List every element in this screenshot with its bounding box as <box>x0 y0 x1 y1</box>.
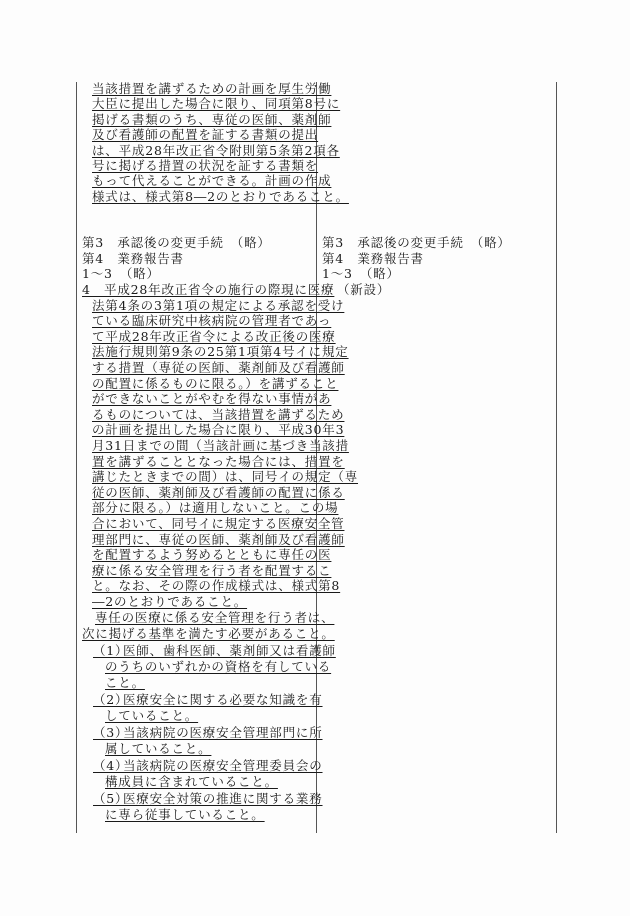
section4-heading: 第4 業務報告書 <box>82 251 184 266</box>
item4-text-line: の配置に係るものに限る。）を講ずること <box>92 375 339 391</box>
item4-text-line: 合において、同号イに規定する医療安全管 <box>92 516 345 531</box>
right-section3-heading: 第3 承認後の変更手続 （略） <box>322 235 511 250</box>
item4-text-line: ている臨床研究中核病院の管理者であっ <box>92 313 332 329</box>
criteria-intro-line: 次に掲げる基準を満たす必要があること。 <box>82 626 335 641</box>
criteria-label: （5） <box>93 791 129 806</box>
criteria-text-line: こと。 <box>105 675 145 690</box>
table-border-right <box>556 82 557 833</box>
amended-text-line: もって代えることができる。計画の作成 <box>92 173 332 189</box>
criteria-label: （3） <box>93 725 129 740</box>
criteria-intro-line: 専任の医療に係る安全管理を行う者は、 <box>95 610 335 625</box>
criteria-text-line: に専ら従事していること。 <box>105 807 265 822</box>
criteria-text-line: 構成員に含まれていること。 <box>105 774 278 789</box>
item4-text-line: 講じたときまでの間）は、同号イの規定（専 <box>92 469 359 485</box>
right-items-1-3: 1～3 （略） <box>322 266 400 281</box>
amended-text-line: 当該措置を講ずるための計画を厚生労働 <box>92 81 332 96</box>
item4-text-line: 月31日までの間（当該計画に基づき当該措 <box>92 438 349 453</box>
item4-text-line: と。なお、その際の作成様式は、様式第8 <box>92 578 341 594</box>
criteria-text-line: 当該病院の医療安全管理部門に所 <box>123 725 323 740</box>
section3-heading: 第3 承認後の変更手続 （略） <box>82 235 271 250</box>
table-border-left <box>76 82 77 833</box>
criteria-text-line: 医師、歯科医師、薬剤師又は看護師 <box>123 643 336 658</box>
criteria-text-line: 属していること。 <box>105 741 212 756</box>
criteria-label: （1） <box>93 643 129 658</box>
item4-text-line: ―2のとおりであること。 <box>92 594 248 609</box>
amended-text-line: 及び看護師の配置を証する書類の提出 <box>92 127 319 143</box>
criteria-label: （4） <box>93 758 129 773</box>
item4-text-line: する措置（専従の医師、薬剤師及び看護師 <box>92 360 345 375</box>
criteria-label: （2） <box>93 692 129 707</box>
right-section4-heading: 第4 業務報告書 <box>322 251 424 266</box>
criteria-text-line: 当該病院の医療安全管理委員会の <box>123 758 323 773</box>
amended-text-line: 号に掲げる措置の状況を証する書類を <box>92 158 319 173</box>
item4-text-line: 療に係る安全管理を行う者を配置するこ <box>92 562 332 578</box>
item4-text-line: を配置するよう努めるとともに専任の医 <box>92 547 332 563</box>
item4-text-line: の計画を提出した場合に限り、平成30年3 <box>92 422 345 438</box>
item4-text-line: 従の医師、薬剤師及び看護師の配置に係る <box>92 484 345 500</box>
amended-text-line: 様式は、様式第8―2のとおりであること。 <box>92 188 349 204</box>
criteria-text-line: 医療安全対策の推進に関する業務 <box>123 791 323 806</box>
amended-text-line: 大臣に提出した場合に限り、同項第8号に <box>92 96 341 112</box>
item4-text-line: 部分に限る。）は適用しないこと。この場 <box>92 500 339 516</box>
item4-text-line: るものについては、当該措置を講ずるため <box>92 406 345 422</box>
item4-text-line: 置を講ずることとなった場合には、措置を <box>92 453 345 469</box>
amended-text-line: は、平成28年改正省令附則第5条第2項各 <box>92 142 340 158</box>
criteria-text-line: していること。 <box>105 708 199 723</box>
item4-text-line: 4 平成28年改正省令の施行の際現に医療 <box>82 282 335 297</box>
amended-text-line: 掲げる書類のうち、専従の医師、薬剤師 <box>92 111 332 127</box>
right-new-note: （新設） <box>337 282 391 297</box>
items-1-3: 1～3 （略） <box>82 266 160 281</box>
item4-text-line: 法第4条の3第1項の規定による承認を受け <box>92 297 345 313</box>
item4-text-line: 法施行規則第9条の25第1項第4号イに規定 <box>92 344 349 360</box>
criteria-text-line: のうちのいずれかの資格を有している <box>105 659 332 674</box>
item4-text-line: ができないことがやむを得ない事情があ <box>92 391 332 407</box>
criteria-text-line: 医療安全に関する必要な知識を有 <box>123 692 323 707</box>
item4-text-line: 理部門に、専従の医師、薬剤師及び看護師 <box>92 531 345 547</box>
item4-text-line: て平成28年改正省令による改正後の医療 <box>92 328 336 344</box>
